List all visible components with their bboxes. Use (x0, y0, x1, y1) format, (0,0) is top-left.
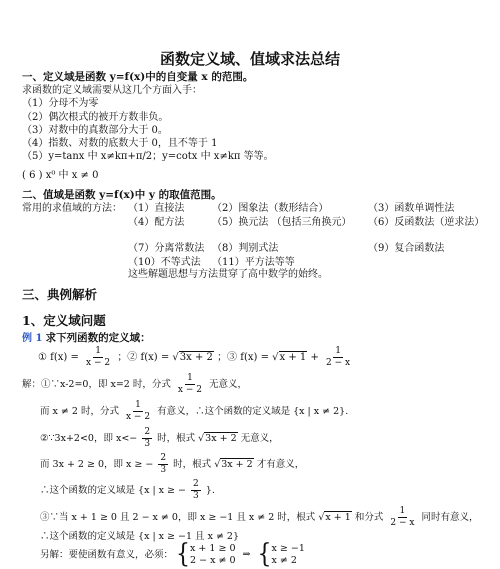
section2-intro: 常用的求值域的方法： (22, 203, 122, 214)
method-item: （11）平方法等等 (212, 257, 295, 268)
f1-prefix: ① f(x) = (38, 352, 79, 363)
section1-item-4: （4）指数、对数的底数大于 0，且不等于 1 (22, 138, 218, 149)
sol3-fraction: $\frac{1}{2 - x}$ (390, 506, 415, 528)
system-1: x + 1 ≥ 0 2 − x ≠ 0 (190, 543, 236, 566)
f3-prefix: ；③ f(x) = (217, 352, 269, 363)
section1-item-3: （3）对数中的真数部分大于 0。 (22, 125, 168, 136)
sol2-fraction-2: $\frac{2}{3}$ (160, 453, 167, 475)
solution-3-line-3: 另解：要使函数有意义，必须： { x + 1 ≥ 0 2 − x ≠ 0 ⇒ { x ≥ −1 x ≠ 2 (40, 539, 305, 569)
page-title: 函数定义域、值域求法总结 (159, 50, 340, 68)
example-label: 例 1 (22, 333, 43, 344)
sol2-fraction: $\frac{2}{3}$ (144, 427, 151, 449)
solution-2-line-1: ②∵3x+2<0，即 x<− $\frac{2}{3}$ 时，根式 √3x + 2 无意义， (40, 427, 279, 449)
functions-line: ① f(x) = $\frac{1}{x - 2}$ ；② f(x) = √3x + 2 ；③ f(x) = √x + 1 + $\frac{1}{2 - x}$ (38, 346, 351, 368)
solution-1-line-2: 而 x ≠ 2 时，分式 $\frac{1}{x - 2}$ 有意义，∴这个函数的定义域是 {x | x ≠ 2}. (40, 400, 349, 422)
sol2-fraction-3: $\frac{2}{3}$ (193, 479, 199, 501)
system-2: x ≥ −1 x ≠ 2 (271, 543, 305, 566)
sol1-fraction: $\frac{1}{x - 2}$ (177, 373, 202, 395)
section1-intro: 求函数的定义域需要从这几个方面入手： (22, 85, 202, 96)
method-item: （8）判别式法 (212, 243, 279, 254)
method-item: （4）配方法 (128, 217, 185, 228)
section1-item-1: （1）分母不为零 (22, 98, 99, 109)
left-brace-1: { (176, 539, 191, 569)
left-brace-2: { (257, 539, 272, 569)
section1-item-5: （5）y=tanx 中 x≠kπ+π/2；y=cotx 中 x≠kπ 等等。 (22, 151, 274, 162)
method-item: （2）图象法（数形结合） (212, 203, 329, 214)
f1-fraction: $\frac{1}{x - 2}$ (86, 346, 111, 368)
section2-closing: 这些解题思想与方法贯穿了高中数学的始终。 (128, 269, 328, 280)
f3-radicand: x + 1 (279, 352, 307, 363)
f3-plus: + (310, 352, 319, 363)
solution-2-line-2: 而 3x + 2 ≥ 0，即 x ≥ − $\frac{2}{3}$ 时，根式 √3x + 2 才有意义， (40, 453, 305, 475)
solution-3-line-2: ∴这个函数的定义域是 {x | x ≥ −1 且 x ≠ 2} (40, 531, 240, 542)
method-item: （5）换元法 （包括三角换元） (212, 217, 352, 228)
section1-item-6: ( 6 ) x⁰ 中 x ≠ 0 (22, 170, 99, 181)
method-item: （3）函数单调性法 (368, 203, 455, 214)
f2-radicand: 3x + 2 (179, 352, 213, 363)
solution-3-line-1: ③∵当 x + 1 ≥ 0 且 2 − x ≠ 0，即 x ≥ −1 且 x ≠ 2 时，根式 √x + 1 和分式 $\frac{1}{2 - x}$ 同时有意义， (40, 506, 479, 528)
method-item: （9）复合函数法 (368, 243, 445, 254)
method-item: （6）反函数法（逆求法） (368, 217, 485, 228)
subsection-heading: 1、定义域问题 (22, 313, 106, 328)
method-item: （10）不等式法 (128, 257, 201, 268)
section1-item-2: （2）偶次根式的被开方数非负。 (22, 112, 169, 123)
sol1-fraction-2: $\frac{1}{x - 2}$ (125, 400, 151, 422)
section3-heading: 三、典例解析 (22, 287, 98, 302)
f2-prefix: ；② f(x) = (117, 352, 170, 363)
solution-2-line-3: ∴这个函数的定义域是 {x | x ≥ − $\frac{2}{3}$ }. (40, 479, 215, 501)
example-text: 求下列函数的定义域： (45, 332, 151, 344)
method-item: （1）直接法 (128, 203, 185, 214)
implies-arrow: ⇒ (242, 549, 251, 561)
example-line (22, 333, 151, 344)
section2-heading: 二、值域是函数 y=f(x)中 y 的取值范围。 (22, 189, 222, 201)
f3-fraction: $\frac{1}{2 - x}$ (326, 346, 351, 368)
section1-heading: 一、定义域是函数 y=f(x)中的自变量 x 的范围。 (22, 71, 254, 83)
method-item: （7）分离常数法 (128, 243, 205, 254)
solution-1-line-1: 解：①∵x-2=0，即 x=2 时，分式 $\frac{1}{x - 2}$ 无意义， (22, 373, 248, 395)
